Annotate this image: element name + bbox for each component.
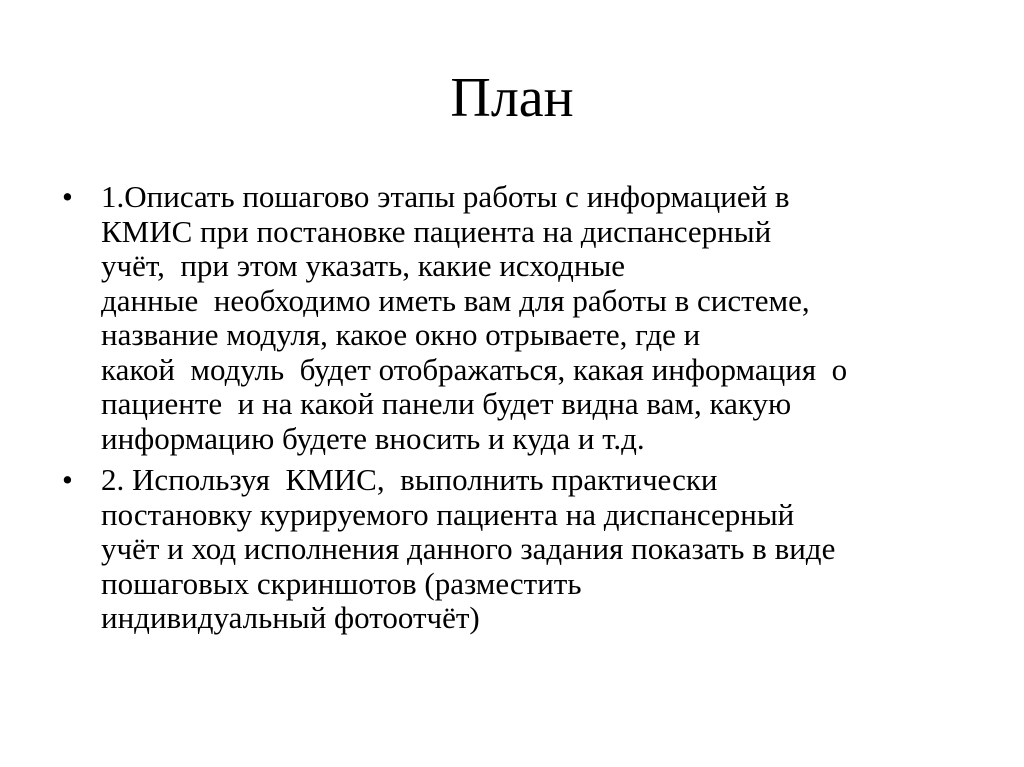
text-line: КМИС при постановке пациента на диспансерный bbox=[101, 213, 772, 249]
text-line: постановку курируемого пациента на диспансерный bbox=[101, 496, 795, 532]
text-line: 1.Описать пошагово этапы работы с информацией в bbox=[101, 179, 790, 214]
text-line: 2. Используя КМИС, выполнить практически bbox=[101, 462, 718, 497]
text-line: пошаговых скриншотов (разместить bbox=[101, 565, 582, 601]
text-line: пациенте и на какой панели будет видна вам, какую bbox=[101, 386, 792, 421]
text-line: учёт, при этом указать, какие исходные bbox=[101, 248, 626, 283]
text-line: какой модуль будет отображаться, какая информация о bbox=[101, 351, 848, 387]
bullet-text-1 bbox=[101, 180, 1001, 456]
text-line: информацию будете вносить и куда и т.д. bbox=[101, 420, 645, 456]
text-line: название модуля, какое окно отрываете, где и bbox=[101, 317, 701, 352]
bullet-text-2 bbox=[101, 463, 1001, 636]
bullet-marker-icon: • bbox=[62, 179, 73, 214]
text-line: индивидуальный фотоотчёт) bbox=[101, 600, 480, 635]
text-line: данные необходимо иметь вам для работы в системе, bbox=[101, 282, 810, 318]
text-line: учёт и ход исполнения данного задания показать в виде bbox=[101, 531, 836, 566]
bullet-marker-icon: • bbox=[62, 462, 73, 497]
slide-title: План bbox=[450, 67, 574, 129]
